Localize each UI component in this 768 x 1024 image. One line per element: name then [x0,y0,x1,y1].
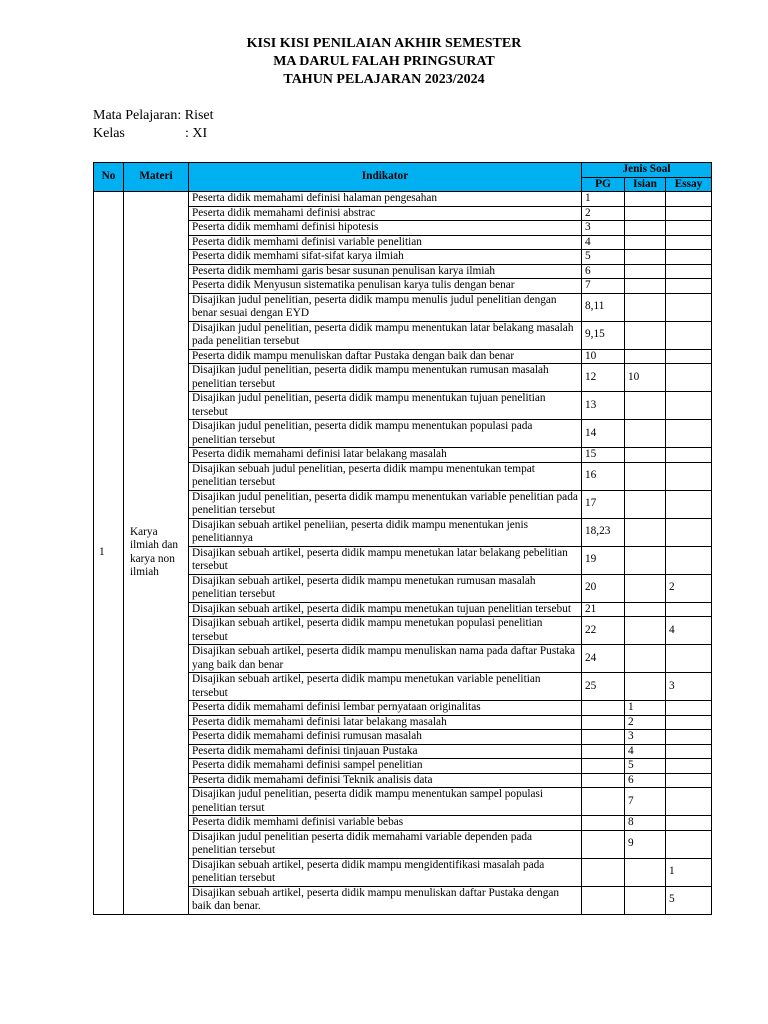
isian-cell [625,420,666,448]
pg-cell [582,773,625,788]
indikator-cell: Peserta didik memahami definisi latar belakang masalah [189,715,582,730]
isian-cell: 3 [625,730,666,745]
pg-cell [582,886,625,914]
indikator-cell: Disajikan judul penelitian, peserta didik mampu menentukan rumusan masalah penelitian tersebut [189,364,582,392]
indikator-cell: Disajikan sebuah artikel, peserta didik mampu menetukan variable penelitian tersebut [189,673,582,701]
pg-cell: 2 [582,206,625,221]
indikator-cell: Disajikan sebuah artikel, peserta didik mampu mengidentifikasi masalah pada penelitian tersebut [189,858,582,886]
pg-cell: 14 [582,420,625,448]
isian-cell [625,602,666,617]
essay-cell [666,788,712,816]
doc-title-line1: KISI KISI PENILAIAN AKHIR SEMESTER [246,36,522,51]
isian-cell: 5 [625,759,666,774]
table-row [94,192,712,207]
pg-cell: 16 [582,462,625,490]
essay-cell [666,759,712,774]
indikator-cell: Disajikan sebuah artikel, peserta didik mampu menetukan rumusan masalah penelitian tersebut [189,574,582,602]
pg-cell: 8,11 [582,293,625,321]
pg-cell: 25 [582,673,625,701]
isian-cell [625,392,666,420]
isian-cell [625,518,666,546]
pg-cell: 20 [582,574,625,602]
essay-cell [666,206,712,221]
pg-cell: 15 [582,448,625,463]
indikator-cell: Peserta didik memahami definisi tinjauan Pustaka [189,744,582,759]
indikator-cell: Disajikan sebuah artikel, peserta didik mampu menuliskan nama pada daftar Pustaka yang baik dan benar [189,645,582,673]
pg-cell: 3 [582,221,625,236]
isian-cell [625,886,666,914]
indikator-cell: Disajikan sebuah judul penelitian, peserta didik mampu menentukan tempat penelitian tersebut [189,462,582,490]
essay-cell [666,448,712,463]
pg-cell: 17 [582,490,625,518]
doc-title-line3: TAHUN PELAJARAN 2023/2024 [283,72,485,87]
indikator-cell: Disajikan judul penelitian, peserta didik mampu menentukan sampel populasi penelitian tersut [189,788,582,816]
indikator-cell: Disajikan judul penelitian, peserta didik mampu menentukan variable penelitian pada penelitian tersebut [189,490,582,518]
header-isian: Isian [625,177,666,192]
indikator-cell: Peserta didik mampu menuliskan daftar Pustaka dengan baik dan benar [189,349,582,364]
essay-cell [666,279,712,294]
isian-cell: 7 [625,788,666,816]
indikator-cell: Peserta didik Menyusun sistematika penulisan karya tulis dengan benar [189,279,582,294]
indikator-cell: Disajikan sebuah artikel, peserta didik mampu menuliskan daftar Pustaka dengan baik dan benar. [189,886,582,914]
essay-cell [666,221,712,236]
pg-cell: 12 [582,364,625,392]
pg-cell: 13 [582,392,625,420]
indikator-cell: Peserta didik memahami definisi latar belakang masalah [189,448,582,463]
indikator-cell: Peserta didik memahami definisi Teknik analisis data [189,773,582,788]
essay-cell [666,830,712,858]
isian-cell [625,546,666,574]
indikator-cell: Peserta didik memahami definisi halaman pengesahan [189,192,582,207]
header-jenis-soal: Jenis Soal [582,163,712,178]
essay-cell [666,192,712,207]
essay-cell [666,546,712,574]
indikator-cell: Disajikan judul penelitian, peserta didik mampu menentukan latar belakang masalah pada penelitian tersebut [189,321,582,349]
essay-cell [666,364,712,392]
isian-cell: 9 [625,830,666,858]
isian-cell [625,264,666,279]
pg-cell: 18,23 [582,518,625,546]
row-number: 1 [94,192,124,915]
pg-cell: 7 [582,279,625,294]
indikator-cell: Disajikan sebuah artikel, peserta didik mampu menetukan populasi penelitian tersebut [189,617,582,645]
essay-cell: 5 [666,886,712,914]
class-line [93,125,207,143]
pg-cell: 10 [582,349,625,364]
essay-cell [666,321,712,349]
essay-cell [666,293,712,321]
pg-cell [582,759,625,774]
pg-cell [582,715,625,730]
class-label: Kelas [93,126,125,141]
isian-cell: 2 [625,715,666,730]
isian-cell [625,206,666,221]
indikator-cell: Disajikan judul penelitian peserta didik memahami variable dependen pada penelitian tersebut [189,830,582,858]
essay-cell [666,744,712,759]
pg-cell [582,858,625,886]
essay-cell [666,420,712,448]
isian-cell: 1 [625,701,666,716]
essay-cell [666,645,712,673]
kisi-kisi-table [93,162,712,915]
pg-cell: 19 [582,546,625,574]
pg-cell [582,701,625,716]
isian-cell: 8 [625,816,666,831]
header-essay: Essay [666,177,712,192]
indikator-cell: Peserta didik memahami definisi lembar pernyataan originalitas [189,701,582,716]
indikator-cell: Peserta didik memahami definisi abstrac [189,206,582,221]
indikator-cell: Disajikan sebuah artikel, peserta didik mampu menetukan tujuan penelitian tersebut [189,602,582,617]
essay-cell [666,701,712,716]
table-body [94,192,712,915]
isian-cell [625,321,666,349]
essay-cell: 1 [666,858,712,886]
indikator-cell: Peserta didik memhami garis besar susunan penulisan karya ilmiah [189,264,582,279]
isian-cell [625,349,666,364]
pg-cell: 5 [582,250,625,265]
isian-cell [625,192,666,207]
isian-cell [625,673,666,701]
essay-cell [666,816,712,831]
essay-cell [666,264,712,279]
essay-cell: 4 [666,617,712,645]
isian-cell [625,235,666,250]
essay-cell [666,490,712,518]
isian-cell [625,858,666,886]
indikator-cell: Disajikan judul penelitian, peserta didik mampu menulis judul penelitian dengan benar sesuai dengan EYD [189,293,582,321]
pg-cell: 4 [582,235,625,250]
isian-cell [625,645,666,673]
subject-label: Mata Pelajaran: Riset [93,108,214,123]
indikator-cell: Peserta didik memhami definisi hipotesis [189,221,582,236]
essay-cell [666,235,712,250]
essay-cell [666,730,712,745]
indikator-cell: Peserta didik memhami sifat-sifat karya ilmiah [189,250,582,265]
class-value: : XI [185,126,208,141]
header-pg: PG [582,177,625,192]
pg-cell: 6 [582,264,625,279]
indikator-cell: Peserta didik memhami definisi variable bebas [189,816,582,831]
pg-cell [582,730,625,745]
pg-cell [582,788,625,816]
doc-title-line2: MA DARUL FALAH PRINGSURAT [273,54,495,69]
indikator-cell: Disajikan sebuah artikel peneliian, peserta didik mampu menentukan jenis penelitiannya [189,518,582,546]
subject-line [93,107,214,125]
indikator-cell: Disajikan judul penelitian, peserta didik mampu menentukan tujuan penelitian tersebut [189,392,582,420]
isian-cell [625,293,666,321]
isian-cell [625,574,666,602]
header-indikator: Indikator [189,163,582,192]
pg-cell [582,744,625,759]
essay-cell [666,715,712,730]
isian-cell [625,617,666,645]
isian-cell: 6 [625,773,666,788]
isian-cell: 4 [625,744,666,759]
header-materi: Materi [124,163,189,192]
isian-cell [625,448,666,463]
header-no: No [94,163,124,192]
pg-cell [582,830,625,858]
pg-cell: 9,15 [582,321,625,349]
isian-cell: 10 [625,364,666,392]
essay-cell: 2 [666,574,712,602]
essay-cell [666,349,712,364]
isian-cell [625,279,666,294]
essay-cell [666,602,712,617]
pg-cell: 1 [582,192,625,207]
pg-cell [582,816,625,831]
pg-cell: 21 [582,602,625,617]
indikator-cell: Disajikan judul penelitian, peserta didik mampu menentukan populasi pada penelitian tersebut [189,420,582,448]
pg-cell: 24 [582,645,625,673]
essay-cell [666,392,712,420]
pg-cell: 22 [582,617,625,645]
isian-cell [625,250,666,265]
essay-cell [666,518,712,546]
materi-cell: Karya ilmiah dan karya non ilmiah [124,192,189,915]
indikator-cell: Peserta didik memahami definisi rumusan masalah [189,730,582,745]
isian-cell [625,221,666,236]
essay-cell [666,250,712,265]
essay-cell [666,462,712,490]
essay-cell [666,773,712,788]
isian-cell [625,490,666,518]
isian-cell [625,462,666,490]
essay-cell: 3 [666,673,712,701]
indikator-cell: Disajikan sebuah artikel, peserta didik mampu menetukan latar belakang pebelitian tersebut [189,546,582,574]
indikator-cell: Peserta didik memahami definisi sampel penelitian [189,759,582,774]
indikator-cell: Peserta didik memhami definisi variable penelitian [189,235,582,250]
